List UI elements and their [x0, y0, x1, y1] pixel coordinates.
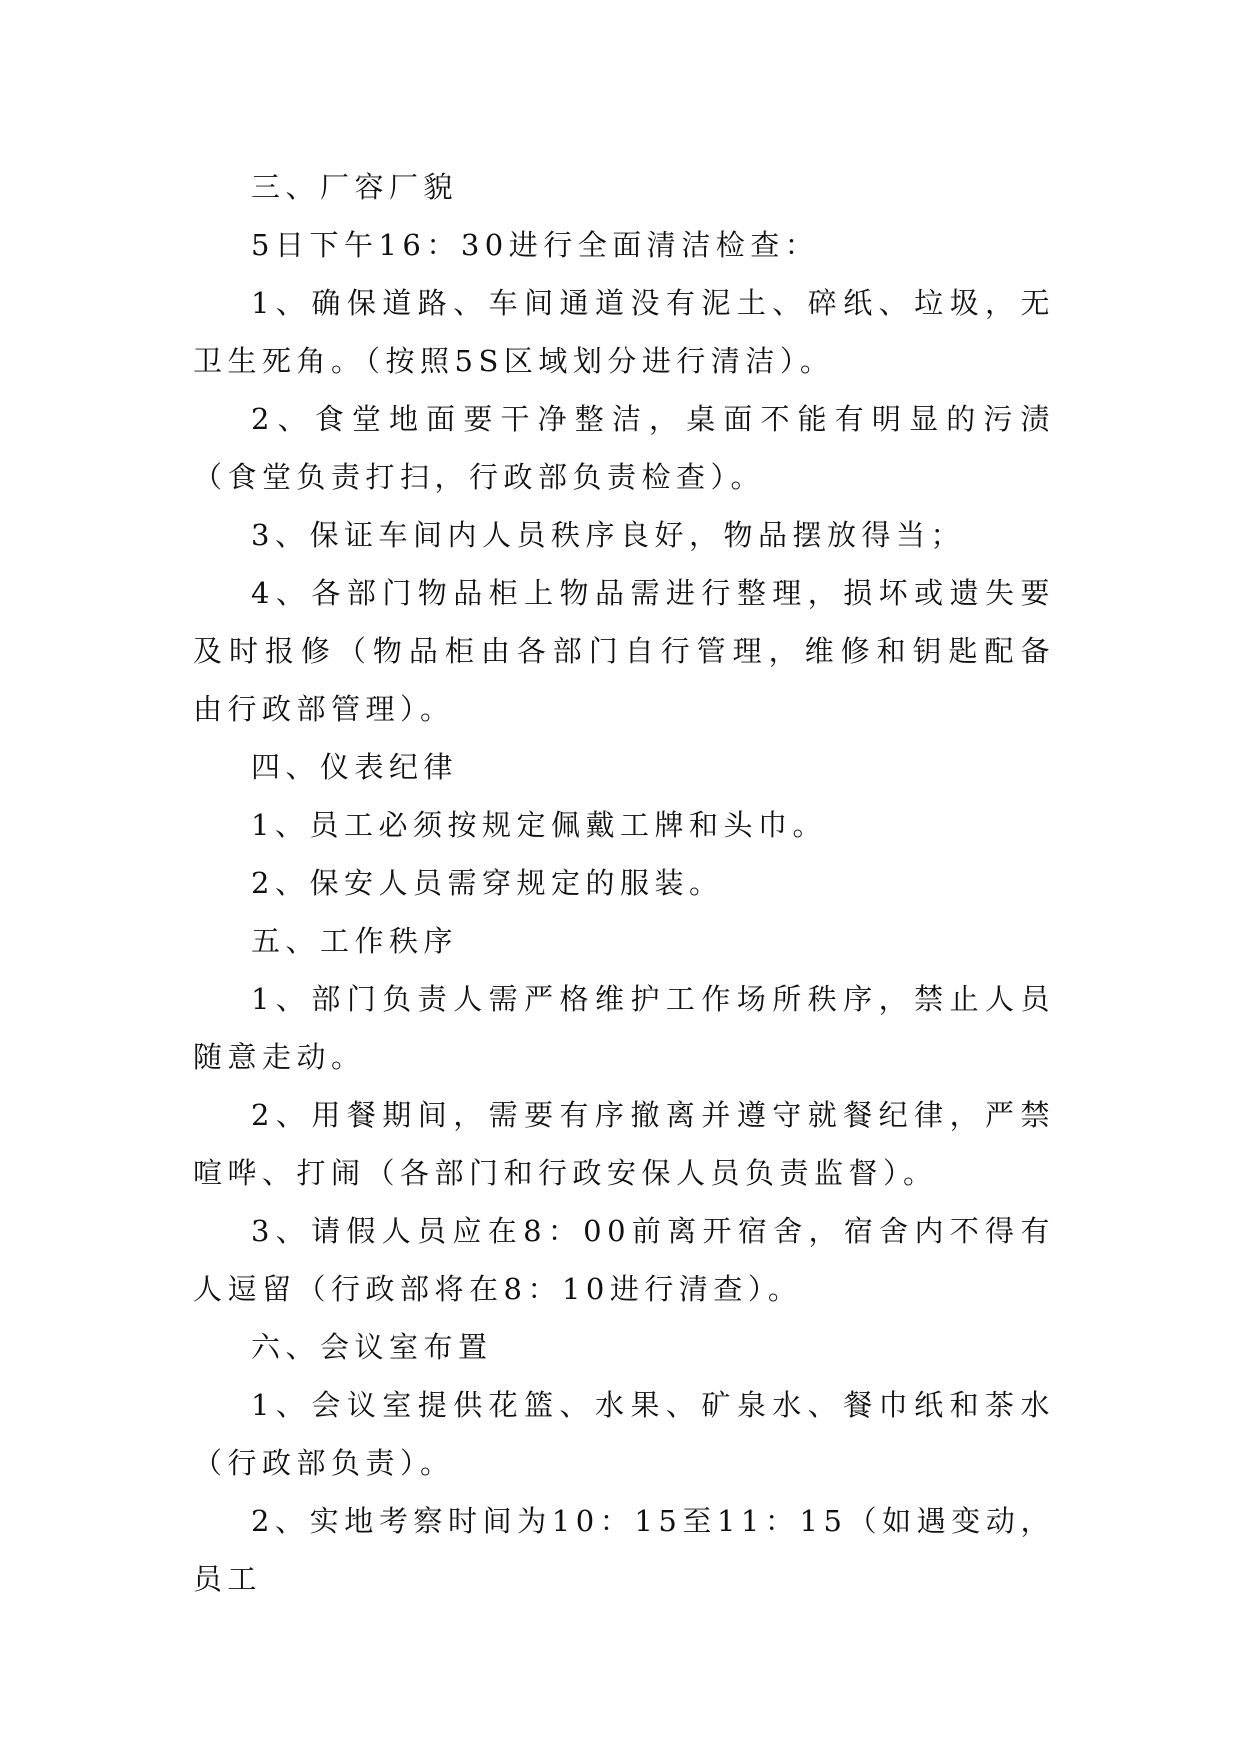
factory-item-1: 1、确保道路、车间通道没有泥土、碎纸、垃圾，无卫生死角。（按照5S区域划分进行清洁）。	[193, 286, 1055, 378]
work-order-item-1: 1、部门负责人需严格维护工作场所秩序，禁止人员随意走动。	[193, 982, 1055, 1074]
factory-item-4: 4、各部门物品柜上物品需进行整理，损坏或遗失要及时报修（物品柜由各部门自行管理，维修和钥匙配备由行政部管理）。	[193, 576, 1055, 726]
document-body	[193, 158, 1055, 1608]
work-order-item-3: 3、请假人员应在8：00前离开宿舍，宿舍内不得有人逗留（行政部将在8：10进行清查）。	[193, 1214, 1055, 1306]
section-heading-dress-discipline: 四、仪表纪律	[251, 750, 459, 784]
factory-item-3: 3、保证车间内人员秩序良好，物品摆放得当；	[251, 518, 965, 552]
meeting-room-item-2: 2、实地考察时间为10：15至11：15（如遇变动，员工	[193, 1504, 1055, 1596]
cleaning-inspection-time: 5日下午16：30进行全面清洁检查：	[251, 228, 820, 262]
section-heading-meeting-room: 六、会议室布置	[251, 1330, 493, 1364]
dress-item-1: 1、员工必须按规定佩戴工牌和头巾。	[251, 808, 827, 842]
section-heading-factory-appearance: 三、厂容厂貌	[251, 170, 459, 204]
section-heading-work-order: 五、工作秩序	[251, 924, 459, 958]
meeting-room-item-1: 1、会议室提供花篮、水果、矿泉水、餐巾纸和茶水（行政部负责）。	[193, 1388, 1055, 1480]
work-order-item-2: 2、用餐期间，需要有序撤离并遵守就餐纪律，严禁喧哗、打闹（各部门和行政安保人员负责监督）。	[193, 1098, 1055, 1190]
factory-item-2: 2、食堂地面要干净整洁，桌面不能有明显的污渍（食堂负责打扫，行政部负责检查）。	[193, 402, 1055, 494]
dress-item-2: 2、保安人员需穿规定的服装。	[251, 866, 724, 900]
